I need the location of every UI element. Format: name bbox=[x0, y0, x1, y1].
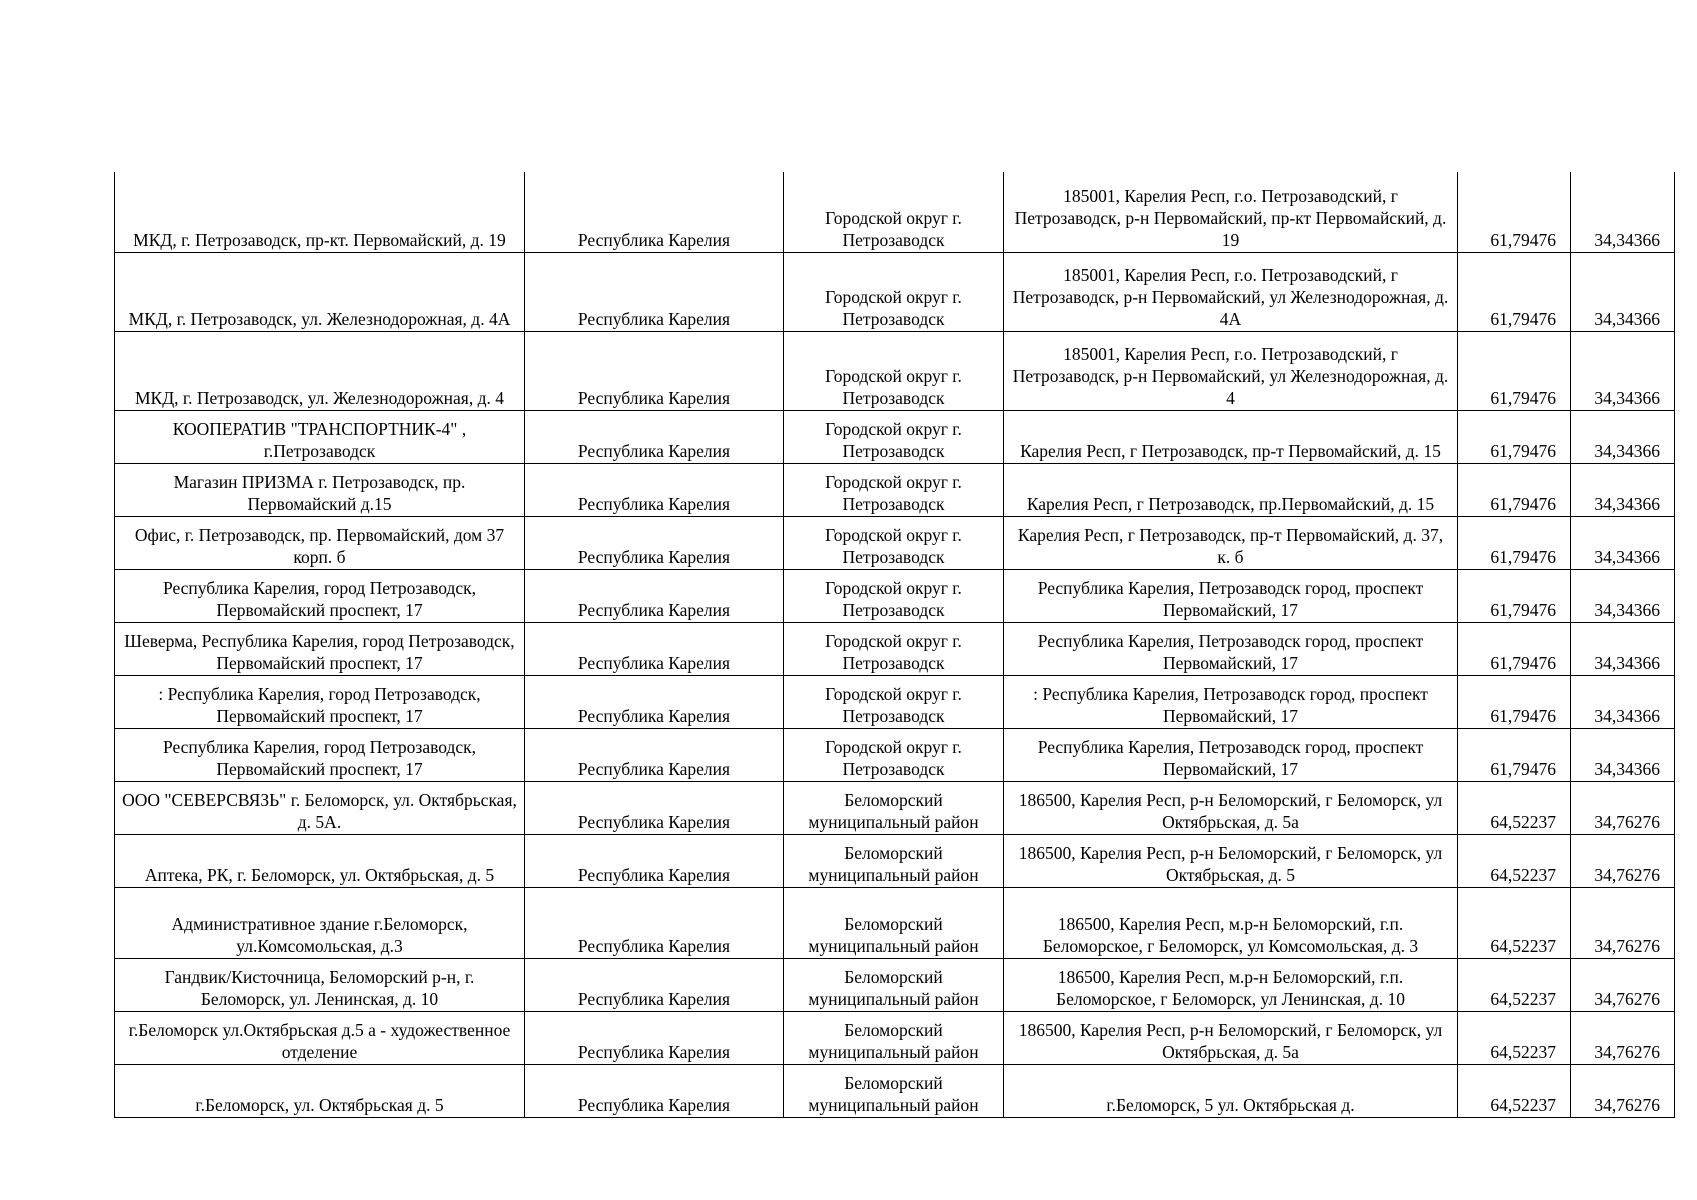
row-name-cell: МКД, г. Петрозаводск, ул. Железнодорожная, д. 4 bbox=[115, 331, 525, 410]
row-latitude-cell: 61,79476 bbox=[1458, 410, 1571, 463]
row-name-cell: г.Беломорск ул.Октябрьская д.5 а - художественное отделение bbox=[115, 1011, 525, 1064]
row-region-cell: Республика Карелия bbox=[525, 252, 784, 331]
row-latitude-cell: 61,79476 bbox=[1458, 728, 1571, 781]
row-name-cell: Республика Карелия, город Петрозаводск, Первомайский проспект, 17 bbox=[115, 728, 525, 781]
row-name-cell: Административное здание г.Беломорск, ул.Комсомольская, д.3 bbox=[115, 887, 525, 958]
row-district-cell: Беломорский муниципальный район bbox=[784, 887, 1004, 958]
row-district-cell: Городской округ г. Петрозаводск bbox=[784, 516, 1004, 569]
row-address-cell: 186500, Карелия Респ, р-н Беломорский, г Беломорск, ул Октябрьская, д. 5 bbox=[1004, 834, 1458, 887]
row-district-cell: Городской округ г. Петрозаводск bbox=[784, 172, 1004, 252]
table-row bbox=[115, 172, 1675, 252]
row-longitude-cell: 34,34366 bbox=[1571, 252, 1675, 331]
table-row bbox=[115, 569, 1675, 622]
row-latitude-cell: 61,79476 bbox=[1458, 622, 1571, 675]
row-address-cell: 186500, Карелия Респ, р-н Беломорский, г Беломорск, ул Октябрьская, д. 5а bbox=[1004, 1011, 1458, 1064]
row-address-cell: Республика Карелия, Петрозаводск город, проспект Первомайский, 17 bbox=[1004, 569, 1458, 622]
row-address-cell: Республика Карелия, Петрозаводск город, проспект Первомайский, 17 bbox=[1004, 622, 1458, 675]
row-name-cell: Магазин ПРИЗМА г. Петрозаводск, пр. Первомайский д.15 bbox=[115, 463, 525, 516]
row-address-cell: 185001, Карелия Респ, г.о. Петрозаводский, г Петрозаводск, р-н Первомайский, ул Железнодорожная, д. 4 bbox=[1004, 331, 1458, 410]
row-latitude-cell: 61,79476 bbox=[1458, 331, 1571, 410]
row-region-cell: Республика Карелия bbox=[525, 569, 784, 622]
row-region-cell: Республика Карелия bbox=[525, 463, 784, 516]
row-name-cell: Гандвик/Кисточница, Беломорский р-н, г. Беломорск, ул. Ленинская, д. 10 bbox=[115, 958, 525, 1011]
row-latitude-cell: 64,52237 bbox=[1458, 887, 1571, 958]
table-row bbox=[115, 958, 1675, 1011]
data-table bbox=[114, 172, 1675, 1118]
row-region-cell: Республика Карелия bbox=[525, 958, 784, 1011]
row-longitude-cell: 34,76276 bbox=[1571, 1064, 1675, 1117]
row-longitude-cell: 34,34366 bbox=[1571, 516, 1675, 569]
row-latitude-cell: 61,79476 bbox=[1458, 463, 1571, 516]
table-row bbox=[115, 675, 1675, 728]
table-row bbox=[115, 834, 1675, 887]
row-address-cell: г.Беломорск, 5 ул. Октябрьская д. bbox=[1004, 1064, 1458, 1117]
row-name-cell: г.Беломорск, ул. Октябрьская д. 5 bbox=[115, 1064, 525, 1117]
row-longitude-cell: 34,34366 bbox=[1571, 331, 1675, 410]
table-row bbox=[115, 516, 1675, 569]
table-row bbox=[115, 331, 1675, 410]
row-district-cell: Городской округ г. Петрозаводск bbox=[784, 252, 1004, 331]
row-address-cell: 186500, Карелия Респ, м.р-н Беломорский, г.п. Беломорское, г Беломорск, ул Комсомольская, д. 3 bbox=[1004, 887, 1458, 958]
row-latitude-cell: 61,79476 bbox=[1458, 675, 1571, 728]
row-district-cell: Беломорский муниципальный район bbox=[784, 781, 1004, 834]
row-longitude-cell: 34,34366 bbox=[1571, 675, 1675, 728]
row-longitude-cell: 34,34366 bbox=[1571, 622, 1675, 675]
row-address-cell: Республика Карелия, Петрозаводск город, проспект Первомайский, 17 bbox=[1004, 728, 1458, 781]
row-address-cell: 185001, Карелия Респ, г.о. Петрозаводский, г Петрозаводск, р-н Первомайский, пр-кт Первомайский, д. 19 bbox=[1004, 172, 1458, 252]
row-longitude-cell: 34,34366 bbox=[1571, 728, 1675, 781]
row-region-cell: Республика Карелия bbox=[525, 1011, 784, 1064]
row-region-cell: Республика Карелия bbox=[525, 887, 784, 958]
row-name-cell: Республика Карелия, город Петрозаводск, Первомайский проспект, 17 bbox=[115, 569, 525, 622]
row-region-cell: Республика Карелия bbox=[525, 834, 784, 887]
row-latitude-cell: 64,52237 bbox=[1458, 1011, 1571, 1064]
row-longitude-cell: 34,34366 bbox=[1571, 569, 1675, 622]
table-body bbox=[115, 172, 1675, 1117]
row-district-cell: Городской округ г. Петрозаводск bbox=[784, 463, 1004, 516]
row-region-cell: Республика Карелия bbox=[525, 728, 784, 781]
row-address-cell: : Республика Карелия, Петрозаводск город, проспект Первомайский, 17 bbox=[1004, 675, 1458, 728]
table-row bbox=[115, 1064, 1675, 1117]
row-address-cell: Карелия Респ, г Петрозаводск, пр-т Первомайский, д. 37, к. б bbox=[1004, 516, 1458, 569]
row-longitude-cell: 34,34366 bbox=[1571, 172, 1675, 252]
row-longitude-cell: 34,76276 bbox=[1571, 834, 1675, 887]
row-region-cell: Республика Карелия bbox=[525, 410, 784, 463]
row-district-cell: Городской округ г. Петрозаводск bbox=[784, 622, 1004, 675]
table-row bbox=[115, 463, 1675, 516]
row-latitude-cell: 64,52237 bbox=[1458, 1064, 1571, 1117]
row-name-cell: КООПЕРАТИВ "ТРАНСПОРТНИК-4" , г.Петрозаводск bbox=[115, 410, 525, 463]
row-address-cell: Карелия Респ, г Петрозаводск, пр-т Первомайский, д. 15 bbox=[1004, 410, 1458, 463]
row-name-cell: : Республика Карелия, город Петрозаводск, Первомайский проспект, 17 bbox=[115, 675, 525, 728]
row-longitude-cell: 34,34366 bbox=[1571, 410, 1675, 463]
row-latitude-cell: 64,52237 bbox=[1458, 834, 1571, 887]
row-district-cell: Городской округ г. Петрозаводск bbox=[784, 331, 1004, 410]
row-district-cell: Городской округ г. Петрозаводск bbox=[784, 728, 1004, 781]
row-latitude-cell: 61,79476 bbox=[1458, 569, 1571, 622]
table-row bbox=[115, 887, 1675, 958]
row-longitude-cell: 34,34366 bbox=[1571, 463, 1675, 516]
row-latitude-cell: 61,79476 bbox=[1458, 252, 1571, 331]
row-name-cell: Офис, г. Петрозаводск, пр. Первомайский, дом 37 корп. б bbox=[115, 516, 525, 569]
row-address-cell: 186500, Карелия Респ, м.р-н Беломорский, г.п. Беломорское, г Беломорск, ул Ленинская, д. 10 bbox=[1004, 958, 1458, 1011]
row-region-cell: Республика Карелия bbox=[525, 622, 784, 675]
row-district-cell: Городской округ г. Петрозаводск bbox=[784, 569, 1004, 622]
row-region-cell: Республика Карелия bbox=[525, 172, 784, 252]
row-region-cell: Республика Карелия bbox=[525, 516, 784, 569]
row-address-cell: Карелия Респ, г Петрозаводск, пр.Первомайский, д. 15 bbox=[1004, 463, 1458, 516]
row-longitude-cell: 34,76276 bbox=[1571, 958, 1675, 1011]
table-row bbox=[115, 781, 1675, 834]
table-row bbox=[115, 1011, 1675, 1064]
row-latitude-cell: 64,52237 bbox=[1458, 781, 1571, 834]
row-name-cell: МКД, г. Петрозаводск, ул. Железнодорожная, д. 4А bbox=[115, 252, 525, 331]
row-name-cell: Аптека, РК, г. Беломорск, ул. Октябрьская, д. 5 bbox=[115, 834, 525, 887]
row-latitude-cell: 61,79476 bbox=[1458, 516, 1571, 569]
table-row bbox=[115, 410, 1675, 463]
row-region-cell: Республика Карелия bbox=[525, 331, 784, 410]
row-longitude-cell: 34,76276 bbox=[1571, 781, 1675, 834]
row-address-cell: 185001, Карелия Респ, г.о. Петрозаводский, г Петрозаводск, р-н Первомайский, ул Железнодорожная, д. 4А bbox=[1004, 252, 1458, 331]
row-district-cell: Беломорский муниципальный район bbox=[784, 958, 1004, 1011]
row-district-cell: Городской округ г. Петрозаводск bbox=[784, 675, 1004, 728]
row-name-cell: ООО "СЕВЕРСВЯЗЬ" г. Беломорск, ул. Октябрьская, д. 5А. bbox=[115, 781, 525, 834]
table-row bbox=[115, 622, 1675, 675]
row-name-cell: Шеверма, Республика Карелия, город Петрозаводск, Первомайский проспект, 17 bbox=[115, 622, 525, 675]
row-address-cell: 186500, Карелия Респ, р-н Беломорский, г Беломорск, ул Октябрьская, д. 5а bbox=[1004, 781, 1458, 834]
row-district-cell: Беломорский муниципальный район bbox=[784, 1011, 1004, 1064]
row-district-cell: Городской округ г. Петрозаводск bbox=[784, 410, 1004, 463]
row-region-cell: Республика Карелия bbox=[525, 781, 784, 834]
row-latitude-cell: 64,52237 bbox=[1458, 958, 1571, 1011]
row-region-cell: Республика Карелия bbox=[525, 1064, 784, 1117]
row-name-cell: МКД, г. Петрозаводск, пр-кт. Первомайский, д. 19 bbox=[115, 172, 525, 252]
row-longitude-cell: 34,76276 bbox=[1571, 1011, 1675, 1064]
table-row bbox=[115, 728, 1675, 781]
table-row bbox=[115, 252, 1675, 331]
row-district-cell: Беломорский муниципальный район bbox=[784, 834, 1004, 887]
row-latitude-cell: 61,79476 bbox=[1458, 172, 1571, 252]
row-longitude-cell: 34,76276 bbox=[1571, 887, 1675, 958]
row-district-cell: Беломорский муниципальный район bbox=[784, 1064, 1004, 1117]
row-region-cell: Республика Карелия bbox=[525, 675, 784, 728]
